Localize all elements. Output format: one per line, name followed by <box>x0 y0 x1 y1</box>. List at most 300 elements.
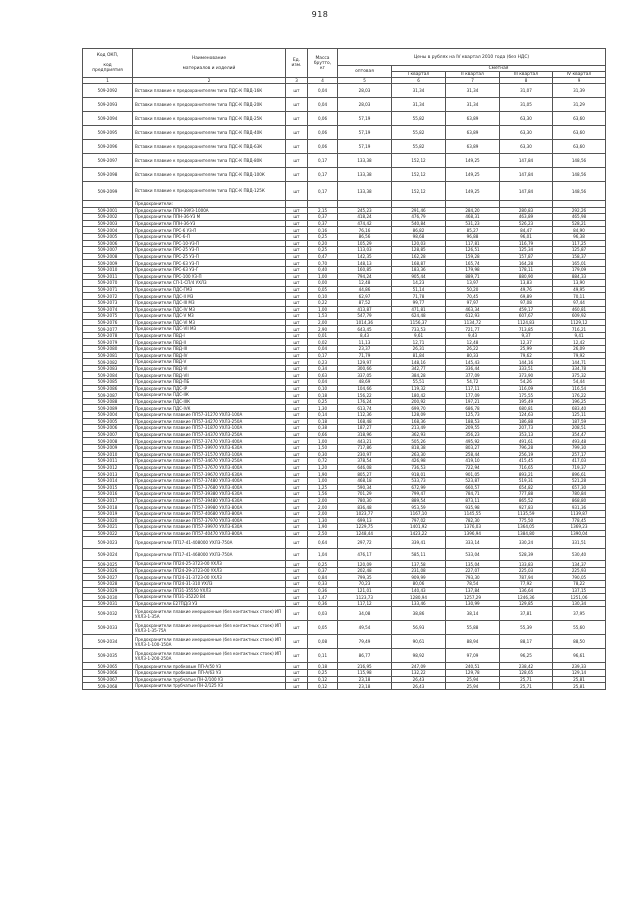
item-code: 509-2007 <box>83 431 133 438</box>
price-q4: 134,37 <box>553 561 606 568</box>
item-code: 509-2078 <box>83 332 133 339</box>
item-name: Предохранители ППН-36-У3 М <box>133 214 286 221</box>
price-q1: 132,22 <box>392 670 446 677</box>
price-q4: 780,84 <box>553 491 606 498</box>
item-unit: шт <box>286 306 308 313</box>
item-code: 509-2020 <box>83 517 133 524</box>
wholesale-price: 117,12 <box>338 600 392 607</box>
price-q1: 31,34 <box>392 98 446 112</box>
table-row <box>83 140 606 154</box>
item-mass: 0,23 <box>308 359 338 366</box>
item-name: Предохранители ПП31-35220 В4 <box>133 594 286 601</box>
price-q2: 1257,29 <box>446 594 500 601</box>
item-name: Предохранители плавкие ПП57-31570 УХЛ3-100А <box>133 451 286 458</box>
price-q3: 55,39 <box>500 621 553 635</box>
price-q3: 144,16 <box>500 359 553 366</box>
table-row <box>83 280 606 287</box>
item-mass: 1,20 <box>308 464 338 471</box>
price-q4: 1139,87 <box>553 510 606 517</box>
item-unit: шт <box>286 405 308 412</box>
item-code: 509-2011 <box>83 273 133 280</box>
column-number: 6 <box>392 78 446 84</box>
item-name: Предохранители ПВД-VII <box>133 372 286 379</box>
price-q3: 195,49 <box>500 398 553 405</box>
wholesale-price: 1014,36 <box>338 319 392 326</box>
table-row <box>83 346 606 353</box>
price-q4: 239,33 <box>553 663 606 670</box>
price-q1: 26,31 <box>392 346 446 353</box>
price-q2: 179,98 <box>446 266 500 273</box>
item-unit: шт <box>286 98 308 112</box>
item-mass: 0,01 <box>308 332 338 339</box>
item-code: 509-2027 <box>83 574 133 581</box>
item-unit: шт <box>286 574 308 581</box>
item-mass: 0,84 <box>308 574 338 581</box>
wholesale-price: 1123,73 <box>338 594 392 601</box>
item-unit <box>286 201 308 208</box>
header-q4: IV квартал <box>553 72 606 78</box>
price-q3: 893,21 <box>500 471 553 478</box>
price-q2: 63,89 <box>446 112 500 126</box>
price-q1: 56,93 <box>392 621 446 635</box>
item-mass: 0,17 <box>308 154 338 168</box>
column-number: 9 <box>553 78 606 84</box>
wholesale-price: 156,22 <box>338 392 392 399</box>
price-q2: 873,11 <box>446 497 500 504</box>
item-unit: шт <box>286 484 308 491</box>
item-unit: шт <box>286 207 308 214</box>
table-row <box>83 418 606 425</box>
price-q3: 77,92 <box>500 581 553 588</box>
price-q2: 54,72 <box>446 379 500 386</box>
price-q2: 803,27 <box>446 444 500 451</box>
table-row <box>83 549 606 561</box>
item-unit: шт <box>286 438 308 445</box>
item-mass: 1,56 <box>308 491 338 498</box>
item-code: 509-2076 <box>83 319 133 326</box>
price-q2: 523,87 <box>446 477 500 484</box>
price-q3: 97,08 <box>500 299 553 306</box>
item-mass: 2,15 <box>308 207 338 214</box>
price-q2: 188,53 <box>446 418 500 425</box>
table-row <box>83 398 606 405</box>
item-mass: 0,08 <box>308 635 338 649</box>
price-q1: 128,85 <box>392 247 446 254</box>
item-mass: 1,53 <box>308 313 338 320</box>
price-q2: 13,97 <box>446 280 500 287</box>
item-code: 509-2004 <box>83 227 133 234</box>
table-row <box>83 649 606 663</box>
wholesale-price: 57,19 <box>338 126 392 140</box>
item-name: Предохранители ПВД-V <box>133 359 286 366</box>
table-row <box>83 458 606 465</box>
item-unit: шт <box>286 431 308 438</box>
table-row <box>83 293 606 300</box>
table-row <box>83 359 606 366</box>
price-q3: 680,81 <box>500 405 553 412</box>
price-q2: 63,89 <box>446 126 500 140</box>
price-q4: 716,21 <box>553 326 606 333</box>
item-mass: 1,25 <box>308 484 338 491</box>
price-q4: 148,56 <box>553 168 606 182</box>
wholesale-price: 701,29 <box>338 491 392 498</box>
wholesale-price: 28,03 <box>338 98 392 112</box>
item-code: 509-2080 <box>83 346 133 353</box>
price-q2: 935,98 <box>446 504 500 511</box>
price-q3: 25,71 <box>500 676 553 683</box>
item-unit: шт <box>286 385 308 392</box>
item-unit: шт <box>286 293 308 300</box>
item-code: 509-2018 <box>83 504 133 511</box>
item-code: 509-2034 <box>83 635 133 649</box>
wholesale-price: 468,18 <box>338 477 392 484</box>
price-q3: 136,64 <box>500 587 553 594</box>
item-name: Предохранители ПВД-VI <box>133 365 286 372</box>
price-q2: 25,94 <box>446 683 500 690</box>
item-unit: шт <box>286 530 308 537</box>
item-name: Вставки плавкие к предохранителям типа ПДС-К ПВД-25К <box>133 112 286 126</box>
price-q2: 137,84 <box>446 587 500 594</box>
item-unit: шт <box>286 168 308 182</box>
item-code: 509-2015 <box>83 484 133 491</box>
price-q3: 463,89 <box>500 214 553 221</box>
price-q3: 713,85 <box>500 326 553 333</box>
item-unit: шт <box>286 607 308 621</box>
item-unit: шт <box>286 549 308 561</box>
price-q3: 1384,80 <box>500 530 553 537</box>
price-q4: 96,61 <box>553 649 606 663</box>
price-q1: 14,23 <box>392 280 446 287</box>
table-row <box>83 676 606 683</box>
wholesale-price: 699,13 <box>338 517 392 524</box>
item-name: Вставки плавкие к предохранителям типа ПДС-К ПВД-20К <box>133 98 286 112</box>
price-q1: 339,41 <box>392 537 446 549</box>
price-q4: 130,34 <box>553 600 606 607</box>
item-name: Предохранители ПРС-10-У3-П <box>133 240 286 247</box>
item-mass: 1,90 <box>308 524 338 531</box>
item-unit: шт <box>286 587 308 594</box>
item-unit: шт <box>286 458 308 465</box>
table-row <box>83 126 606 140</box>
price-q2: 1396,94 <box>446 530 500 537</box>
item-name: Предохранители: <box>133 201 286 208</box>
item-mass: 0,03 <box>308 607 338 621</box>
item-unit: шт <box>286 247 308 254</box>
price-q2: 117,81 <box>446 240 500 247</box>
wholesale-price: 28,03 <box>338 84 392 98</box>
price-q2: 31,34 <box>446 98 500 112</box>
item-name: Предохранители плавкие ПП57-37470 УХЛ3-400А <box>133 438 286 445</box>
item-code: 509-2077 <box>83 326 133 333</box>
table-row <box>83 621 606 635</box>
price-q4: 70,11 <box>553 293 606 300</box>
column-number: 3 <box>286 78 308 84</box>
price-q3: 353,13 <box>500 431 553 438</box>
price-q2: 377,09 <box>446 372 500 379</box>
item-name: Предохранители ПП24-25-3723-00 УХЛ3 <box>133 561 286 568</box>
item-unit: шт <box>286 313 308 320</box>
price-q1: 12,71 <box>392 339 446 346</box>
item-name: Предохранители ПП17-41-468000 УХЛ3-750А <box>133 549 286 561</box>
price-q4: 884,33 <box>553 273 606 280</box>
table-row <box>83 497 606 504</box>
item-unit: шт <box>286 214 308 221</box>
table-row <box>83 326 606 333</box>
item-code: 509-2017 <box>83 497 133 504</box>
item-mass: 2,50 <box>308 530 338 537</box>
table-row <box>83 365 606 372</box>
table-row <box>83 313 606 320</box>
price-q1: 152,12 <box>392 168 446 182</box>
item-name: Предохранители ПДС-IIК <box>133 392 286 399</box>
price-q4: 683,40 <box>553 405 606 412</box>
price-q1: 55,82 <box>392 112 446 126</box>
price-q4: 196,25 <box>553 398 606 405</box>
price-q1: 55,82 <box>392 140 446 154</box>
item-name: Предохранители ПРС-6-П <box>133 233 286 240</box>
item-code: 509-2066 <box>83 670 133 677</box>
price-q1: 183,36 <box>392 266 446 273</box>
item-unit: шт <box>286 412 308 419</box>
price-q3: 13,83 <box>500 280 553 287</box>
wholesale-price: 230,97 <box>338 451 392 458</box>
item-name: Предохранители ПРС-25 У3-П <box>133 253 286 260</box>
item-unit: шт <box>286 517 308 524</box>
table-row <box>83 451 606 458</box>
item-mass: 0,72 <box>308 458 338 465</box>
price-q3: 25,99 <box>500 346 553 353</box>
item-unit: шт <box>286 504 308 511</box>
item-unit: шт <box>286 392 308 399</box>
item-name: Предохранители плавкие ПП57-37480 УХЛ3-400А <box>133 477 286 484</box>
price-q1: 128,09 <box>392 412 446 419</box>
price-q1: 231,08 <box>392 567 446 574</box>
item-code: 509-2014 <box>83 477 133 484</box>
price-q2: 284,20 <box>446 207 500 214</box>
price-q1: 1280,94 <box>392 594 446 601</box>
item-code: 509-2007 <box>83 247 133 254</box>
item-code: 509-2093 <box>83 98 133 112</box>
price-q4: 31,29 <box>553 98 606 112</box>
item-mass: 0,38 <box>308 425 338 432</box>
price-q4: 12,42 <box>553 339 606 346</box>
item-unit: шт <box>286 112 308 126</box>
page-number: 918 <box>311 10 329 19</box>
price-q3: 96,01 <box>500 233 553 240</box>
table-row <box>83 339 606 346</box>
price-q2: 135,04 <box>446 561 500 568</box>
item-mass: 0,20 <box>308 240 338 247</box>
item-mass: 1,04 <box>308 549 338 561</box>
item-code: 509-2096 <box>83 140 133 154</box>
price-q2: 793,30 <box>446 574 500 581</box>
wholesale-price: 34,08 <box>338 607 392 621</box>
price-q3: 147,84 <box>500 168 553 182</box>
price-q4: 657,30 <box>553 484 606 491</box>
price-q1: 152,12 <box>392 154 446 168</box>
price-q2: 333,14 <box>446 537 500 549</box>
price-q4: 137,15 <box>553 587 606 594</box>
item-mass: 0,40 <box>308 266 338 273</box>
wholesale-price: 121,01 <box>338 587 392 594</box>
price-q2: 1376,03 <box>446 524 500 531</box>
price-q2: 1134,72 <box>446 319 500 326</box>
price-q1: 699,70 <box>392 405 446 412</box>
wholesale-price: 129,97 <box>338 359 392 366</box>
wholesale-price: 1229,75 <box>338 524 392 531</box>
item-name: Предохранители плавкие ПП57-39380 УХЛ3-630А <box>133 491 286 498</box>
item-code: 509-2094 <box>83 112 133 126</box>
wholesale-price: 12,48 <box>338 280 392 287</box>
item-mass: 0,06 <box>308 126 338 140</box>
price-q1: 137,58 <box>392 561 446 568</box>
wholesale-price: 337,05 <box>338 372 392 379</box>
item-mass: 1,00 <box>308 477 338 484</box>
price-q4: 460,81 <box>553 306 606 313</box>
table-row <box>83 561 606 568</box>
item-name: Предохранители плавкие инерционные (без контактных стоек) ИП УХЛ3-1-35А <box>133 607 286 621</box>
price-q4: 37,95 <box>553 607 606 621</box>
wholesale-price: 413,87 <box>338 306 392 313</box>
wholesale-price: 300,66 <box>338 365 392 372</box>
price-q3: 238,42 <box>500 663 553 670</box>
table-row <box>83 504 606 511</box>
price-q4: 25,81 <box>553 683 606 690</box>
price-q1: 133,46 <box>392 600 446 607</box>
item-name: Предохранители плавкие ПП57-39970 УХЛ3-630А <box>133 444 286 451</box>
item-name: Предохранители ПДС-IVК <box>133 405 286 412</box>
item-name: Предохранители плавкие инерционные (без контактных стоек) ИП УХЛ3-1-100-150А <box>133 635 286 649</box>
price-q4 <box>553 201 606 208</box>
item-name: Предохранители плавкие ПП57-39480 УХЛ3-630А <box>133 497 286 504</box>
item-mass: 0,25 <box>308 398 338 405</box>
item-unit: шт <box>286 451 308 458</box>
wholesale-price: 11,13 <box>338 339 392 346</box>
price-q1: 1401,92 <box>392 524 446 531</box>
item-code: 509-2085 <box>83 379 133 386</box>
wholesale-price: 48,69 <box>338 379 392 386</box>
item-mass: 0,36 <box>308 587 338 594</box>
item-code: 509-2024 <box>83 549 133 561</box>
item-code: 509-2071 <box>83 286 133 293</box>
price-table <box>82 48 606 690</box>
item-code: 509-2013 <box>83 471 133 478</box>
item-name: Предохранители плавкие ПП57-34370 УХЛ3-250А <box>133 431 286 438</box>
price-q4: 63,60 <box>553 112 606 126</box>
price-q2: 96,88 <box>446 233 500 240</box>
item-mass: 0,47 <box>308 253 338 260</box>
table-row <box>83 112 606 126</box>
table-row <box>83 392 606 399</box>
price-q2: 177,09 <box>446 392 500 399</box>
table-row <box>83 306 606 313</box>
wholesale-price: 216,95 <box>338 663 392 670</box>
price-q4: 719,37 <box>553 464 606 471</box>
price-q1: 80,06 <box>392 581 446 588</box>
item-unit: шт <box>286 339 308 346</box>
price-q1: 624,48 <box>392 313 446 320</box>
price-q2: 26,22 <box>446 346 500 353</box>
item-code: 509-2010 <box>83 451 133 458</box>
item-code: 509-2005 <box>83 418 133 425</box>
price-q1: 98,92 <box>392 649 446 663</box>
price-q1: 384,28 <box>392 372 446 379</box>
item-code: 509-2031 <box>83 600 133 607</box>
header-unit: Ед. изм. <box>286 49 308 78</box>
item-code: 509-2035 <box>83 649 133 663</box>
table-row <box>83 266 606 273</box>
item-mass: 2,00 <box>308 504 338 511</box>
item-unit: шт <box>286 372 308 379</box>
wholesale-price: 805,27 <box>338 471 392 478</box>
table-row <box>83 537 606 549</box>
wholesale-price: 1248,44 <box>338 530 392 537</box>
table-row <box>83 683 606 690</box>
item-name: Предохранители ПДС-ГМ3 <box>133 286 286 293</box>
price-q2: 88,94 <box>446 635 500 649</box>
item-code: 509-2009 <box>83 444 133 451</box>
price-q4: 1390,04 <box>553 530 606 537</box>
price-q1: 213,49 <box>392 425 446 432</box>
item-mass: 0,06 <box>308 112 338 126</box>
wholesale-price: 799,35 <box>338 574 392 581</box>
table-row <box>83 201 606 208</box>
item-mass: 0,06 <box>308 140 338 154</box>
item-name: Предохранители ППН-39У3-1000А <box>133 207 286 214</box>
price-q4: 778,45 <box>553 517 606 524</box>
item-mass: 0,04 <box>308 379 338 386</box>
item-unit: шт <box>286 581 308 588</box>
item-name: Предохранители ПРС-100 У3-П <box>133 273 286 280</box>
price-q2: 336,44 <box>446 365 500 372</box>
price-q2: 12,48 <box>446 339 500 346</box>
item-name: Предохранители ПП17-41-408000 УХЛ3-750А <box>133 537 286 549</box>
item-mass: 0,17 <box>308 168 338 182</box>
item-unit: шт <box>286 567 308 574</box>
price-q3: 775,50 <box>500 517 553 524</box>
item-mass: 0,22 <box>308 299 338 306</box>
price-q2: 145,43 <box>446 359 500 366</box>
item-name: Предохранители ПДС-IV М3 <box>133 306 286 313</box>
item-code: 509-2095 <box>83 126 133 140</box>
price-q1: 140,43 <box>392 587 446 594</box>
item-unit: шт <box>286 471 308 478</box>
wholesale-price: 717,86 <box>338 444 392 451</box>
table-row <box>83 484 606 491</box>
price-q4: 125,87 <box>553 247 606 254</box>
item-code: 509-2098 <box>83 168 133 182</box>
price-q1: 263,30 <box>392 451 446 458</box>
wholesale-price: 547,79 <box>338 313 392 320</box>
price-q4: 148,56 <box>553 182 606 201</box>
item-mass: 0,12 <box>308 683 338 690</box>
price-q3: 1246,36 <box>500 594 553 601</box>
price-q1: 152,12 <box>392 182 446 201</box>
price-q4: 26,09 <box>553 346 606 353</box>
item-unit: шт <box>286 561 308 568</box>
table-row <box>83 84 606 98</box>
item-name: Предохранители ПП24-29-3723-00 УХЛ3 <box>133 567 286 574</box>
price-q1: 672,99 <box>392 484 446 491</box>
item-unit: шт <box>286 140 308 154</box>
item-name: Предохранители плавкие ПП57-39980 УХЛ3-800А <box>133 504 286 511</box>
price-q2: 159,28 <box>446 253 500 260</box>
item-unit: шт <box>286 649 308 663</box>
table-row <box>83 240 606 247</box>
item-code: 509-2033 <box>83 621 133 635</box>
price-q4: 25,81 <box>553 676 606 683</box>
item-name: Предохранители плавкие инерционные (без контактных стоек) ИП УХЛ3-1-200-250А <box>133 649 286 663</box>
